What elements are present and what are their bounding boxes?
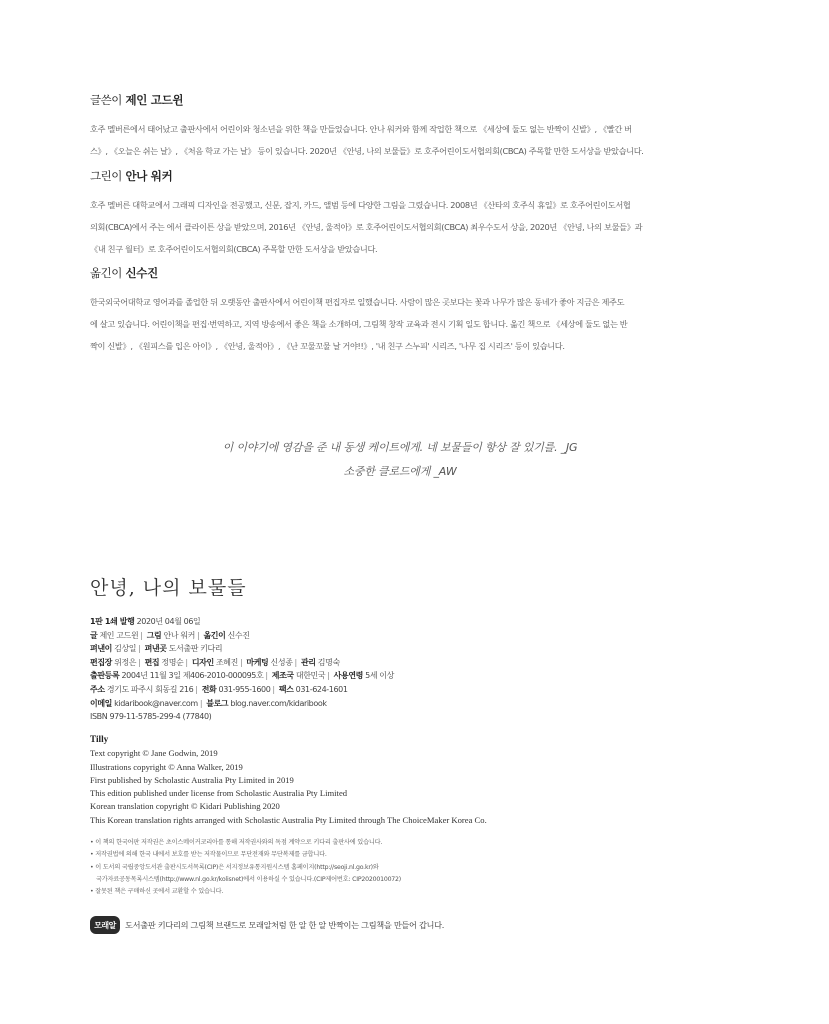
illustrator-bio (90, 168, 740, 260)
credit-value: 5세 이상 (365, 671, 394, 681)
credit-label: 디자인 (191, 657, 214, 667)
translator-bio-line: 짝이 신발》, 《원피스를 입은 아이》, 《안녕, 울적아》, 《난 꼬물꼬물 날 거야!!》, '내 친구 스누피' 시리즈, '나무 집 시리즈' 등이 있습니다. (90, 341, 565, 351)
credit-label: 전화 (201, 684, 217, 694)
credits-row: 글 제인 고드윈 | 그림 안나 워커 | 옮긴이 신수진 (90, 630, 250, 640)
credit-label: 주소 (90, 684, 105, 694)
credit-value: 도서출판 키다리 (168, 644, 223, 654)
credit-label: 이메일 (90, 698, 112, 708)
dedication-line: 소중한 클로드에게 _AW (343, 465, 457, 478)
illustrator-bio-line: 의회(CBCA)에서 주는 에서 클라이튼 상을 받았으며, 2016년 《안녕, 울적아》로 호주어린이도서협의회(CBCA) 최우수도서 상을, 2020년 《안녕, 나의 보물들》과 (90, 222, 643, 232)
illustrator-bio-text (90, 194, 740, 260)
translator-bio-line: 한국외국어대학교 영어과를 졸업한 뒤 오랫동안 출판사에서 어린이책 편집자로 일했습니다. 사람이 많은 곳보다는 꽃과 나무가 많은 동네가 좋아 지금은 제주도 (90, 297, 625, 307)
credit-label: 펴낸곳 (144, 644, 167, 654)
translator-role-label: 옮긴이 (90, 266, 122, 280)
credit-label: 펴낸이 (90, 644, 112, 654)
brand-line (90, 915, 444, 935)
credit-value: 제인 고드윈 (99, 630, 139, 640)
credit-label: 옮긴이 (203, 630, 226, 640)
note-line: • 잘못된 책은 구매하신 곳에서 교환할 수 있습니다. (90, 888, 224, 896)
credits-row: 펴낸이 김상일 | 펴낸곳 도서출판 키다리 (90, 644, 223, 654)
book-title: 안녕, 나의 보물들 (90, 577, 247, 599)
translator-bio-text (90, 291, 740, 357)
note-line: 국가자료공동목록시스템(http://www.nl.go.kr/kolisnet)에서 이용하실 수 있습니다.(CIP제어번호: CIP2020010072) (96, 875, 401, 883)
credit-label: 편집장 (90, 657, 112, 667)
credit-value: 정명순 (161, 657, 184, 667)
author-bio-line: 호주 멜버른에서 태어났고 출판사에서 어린이와 청소년을 위한 책을 만들었습니다. 안나 워커와 함께 작업한 책으로 《세상에 둘도 없는 반짝이 신발》, 《빨간 버 (90, 124, 632, 134)
illustrator-name: 안나 워커 (125, 169, 173, 183)
credit-label: 1판 1쇄 발행 (90, 617, 135, 626)
author-heading (90, 92, 740, 108)
credit-label: 그림 (146, 630, 162, 640)
isbn: ISBN 979-11-5785-299-4 (77840) (90, 712, 212, 722)
dedication (150, 436, 650, 484)
credits-row: 주소 경기도 파주시 회동길 216 | 전화 031-955-1600 | 팩스 031-624-1601 (90, 684, 348, 694)
rights-line: Illustrations copyright © Anna Walker, 2019 (90, 761, 243, 772)
credit-label: 팩스 (278, 684, 294, 694)
note-line: • 이 도서의 국립중앙도서관 출판시도서목록(CIP)은 서지정보유통지원시스템 홈페이지(http://seoji.nl.go.kr)와 (90, 863, 379, 871)
credit-value: 2004년 11월 3일 제406-2010-000095호 (121, 671, 264, 681)
illustrator-bio-line: 호주 멜버른 대학교에서 그래픽 디자인을 전공했고, 신문, 잡지, 카드, 앨범 등에 다양한 그림을 그렸습니다. 2008년 《산타의 호주식 휴일》로 호주어린이도서협 (90, 200, 631, 210)
credit-value: 김상일 (114, 644, 137, 654)
author-bio-text (90, 118, 740, 162)
rights-line: This Korean translation rights arranged with Scholastic Australia Pty Limited through The ChoiceMaker Korea Co. (90, 814, 487, 825)
brand-description: 도서출판 키다리의 그림책 브랜드로 모래알처럼 한 알 한 알 반짝이는 그림책을 만들어 갑니다. (125, 919, 445, 930)
credits-row: 편집장 위정은 | 편집 정명순 | 디자인 조혜진 | 마케팅 신성종 | 관리 김명숙 (90, 657, 340, 667)
credit-label: 사용연령 (333, 671, 363, 681)
credit-value: 2020년 04월 06일 (136, 617, 201, 626)
credit-label: 제조국 (271, 671, 294, 681)
credit-label: 관리 (300, 657, 316, 667)
translator-bio-line: 에 살고 있습니다. 어린이책을 편집·번역하고, 지역 방송에서 좋은 책을 소개하며, 그림책 창작 교육과 전시 기획 일도 합니다. 옮긴 책으로 《세상에 둘도 없는 반 (90, 319, 628, 329)
illustrator-bio-line: 《내 친구 월터》로 호주어린이도서협의회(CBCA) 주목할 만한 도서상을 받았습니다. (90, 244, 378, 254)
author-bio-line: 스》, 《오늘은 쉬는 날》, 《처음 학교 가는 날》 등이 있습니다. 2020년 《안녕, 나의 보물들》로 호주어린이도서협의회(CBCA) 주목할 만한 도서상을 받았습니다. (90, 146, 644, 156)
illustrator-role-label: 그린이 (90, 169, 122, 183)
credit-value: 김명숙 (317, 657, 340, 667)
series-title: Tilly (90, 734, 109, 744)
credit-value: 대한민국 (295, 671, 326, 681)
credit-label: 마케팅 (246, 657, 269, 667)
brand-logo: 모래알 (90, 916, 120, 934)
credit-value: 경기도 파주시 회동길 216 (106, 684, 194, 694)
legal-notes (90, 837, 690, 898)
credit-value: 조혜진 (215, 657, 238, 667)
author-bio (90, 92, 740, 162)
credit-value: 신성종 (270, 657, 293, 667)
author-role-label: 글쓴이 (90, 93, 122, 107)
credit-label: 편집 (144, 657, 160, 667)
credit-label: 블로그 (206, 698, 229, 708)
credit-value: 안나 워커 (163, 630, 196, 640)
note-line: • 저작권법에 의해 한국 내에서 보호를 받는 저작물이므로 무단전재와 무단복제를 금합니다. (90, 851, 327, 859)
author-name: 제인 고드윈 (125, 93, 184, 107)
publication-credits (90, 615, 650, 724)
credits-row: 이메일 kidaribook@naver.com | 블로그 blog.naver.com/kidaribook (90, 698, 327, 708)
translator-bio (90, 265, 740, 357)
rights-line: First published by Scholastic Australia Pty Limited in 2019 (90, 774, 294, 785)
rights-line: Text copyright © Jane Godwin, 2019 (90, 748, 218, 759)
rights-line: Korean translation copyright © Kidari Publishing 2020 (90, 801, 280, 812)
translator-name: 신수진 (125, 266, 158, 280)
note-line: • 이 책의 한국어판 저작권은 초이스메이커코리아를 통해 저작권사와의 독점 계약으로 키다리 출판사에 있습니다. (90, 839, 383, 846)
email-value: kidaribook@naver.com (114, 698, 198, 708)
credit-value: 031-624-1601 (295, 684, 348, 694)
translator-heading (90, 265, 740, 281)
credit-value: 위정은 (114, 657, 137, 667)
dedication-line: 이 이야기에 영감을 준 내 동생 케이트에게. 네 보물들이 항상 잘 있기를. _JG (222, 441, 578, 454)
credit-value: 신수진 (227, 630, 250, 640)
rights-line: This edition published under license from Scholastic Australia Pty Limited (90, 788, 348, 799)
credit-value: 031-955-1600 (218, 684, 271, 694)
credits-row (90, 615, 650, 629)
credits-row: 출판등록 2004년 11월 3일 제406-2010-000095호 | 제조국 대한민국 | 사용연령 5세 이상 (90, 671, 394, 681)
illustrator-heading (90, 168, 740, 184)
credit-label: 글 (90, 630, 98, 640)
blog-value: blog.naver.com/kidaribook (230, 698, 327, 708)
credit-label: 출판등록 (90, 671, 120, 681)
english-rights (90, 733, 650, 827)
